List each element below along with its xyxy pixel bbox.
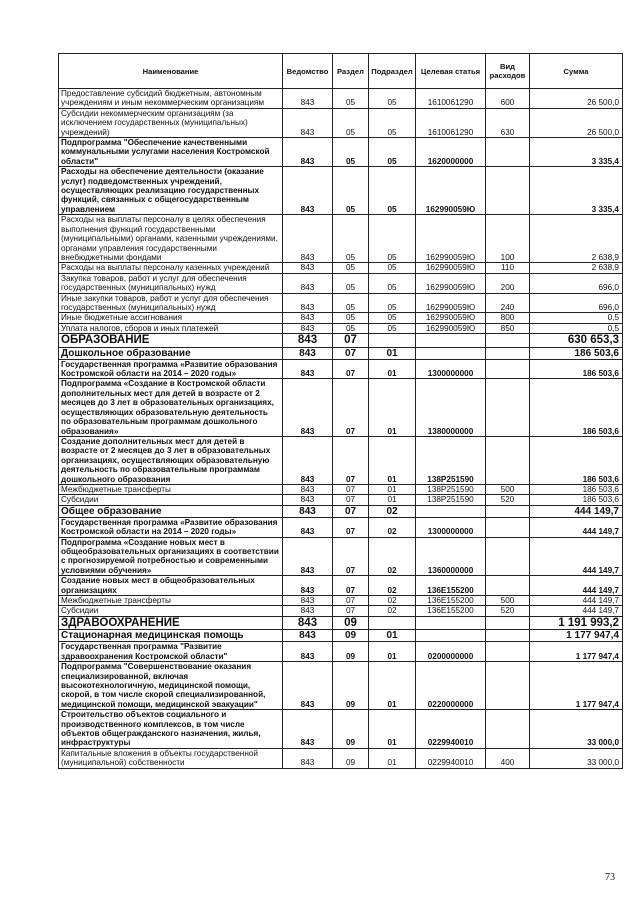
section-cell: 05 — [333, 323, 369, 333]
expense-type-cell — [486, 167, 530, 215]
table-row — [59, 108, 623, 137]
subsection-cell: 01 — [369, 436, 416, 484]
name-cell: Подпрограмма "Обеспечение качественными коммунальными услугами населения Костромской области" — [59, 138, 283, 167]
table-row — [59, 710, 623, 749]
section-cell: 09 — [333, 642, 369, 662]
subsection-cell: 05 — [369, 263, 416, 273]
header-amount: Сумма — [530, 54, 623, 89]
subsection-cell: 02 — [369, 505, 416, 517]
expense-type-cell: 520 — [486, 495, 530, 505]
expense-type-cell — [486, 379, 530, 436]
target-article-cell: 1610061290 — [416, 89, 486, 109]
subsection-cell: 01 — [369, 642, 416, 662]
subsection-cell: 01 — [369, 359, 416, 379]
name-cell: Подпрограмма "Совершенствование оказания специализированной, включая высокотехнологичную, медицинской помощи, скорой, в том числе скорой специализированной, медицинской помощи, медицинской эвакуации" — [59, 662, 283, 710]
header-name: Наименование — [59, 54, 283, 89]
name-cell: Строительство объектов социального и производственного комплексов, в том числе объектов общегражданского назначения, жилья, инфраструктуры — [59, 710, 283, 749]
expense-type-cell: 800 — [486, 313, 530, 323]
name-cell: Подпрограмма «Создание в Костромской области дополнительных мест для детей в возрасте от 2 месяцев до 3 лет в образовательных организациях, осуществляющих образовательную деятельность по образовательным программам дошкольного образования» — [59, 379, 283, 436]
name-cell: Предоставление субсидий бюджетным, автономным учреждениям и иным некоммерческим организациям — [59, 89, 283, 109]
name-cell: Иные закупки товаров, работ и услуг для обеспечения государственных (муниципальных) нужд — [59, 293, 283, 313]
expense-type-cell: 600 — [486, 89, 530, 109]
target-article-cell — [416, 630, 486, 642]
target-article-cell: 0220000000 — [416, 662, 486, 710]
subsection-cell: 05 — [369, 89, 416, 109]
table-row — [59, 662, 623, 710]
table-row — [59, 323, 623, 333]
expense-type-cell: 850 — [486, 323, 530, 333]
table-header-row — [59, 54, 623, 89]
section-cell: 07 — [333, 537, 369, 576]
section-cell: 05 — [333, 138, 369, 167]
department-cell: 843 — [283, 273, 333, 293]
expense-type-cell — [486, 616, 530, 630]
name-cell: Субсидии — [59, 606, 283, 616]
section-cell: 09 — [333, 616, 369, 630]
table-row — [59, 215, 623, 263]
name-cell: ОБРАЗОВАНИЕ — [59, 334, 283, 348]
target-article-cell: 1300000000 — [416, 359, 486, 379]
name-cell: Подпрограмма «Создание новых мест в общеобразовательных организациях в соответствии с прогнозируемой потребностью и современными условиями обучения» — [59, 537, 283, 576]
section-cell: 05 — [333, 313, 369, 323]
name-cell: Субсидии — [59, 495, 283, 505]
target-article-cell: 138Р251590 — [416, 436, 486, 484]
subsection-cell: 05 — [369, 138, 416, 167]
expense-type-cell — [486, 517, 530, 537]
department-cell: 843 — [283, 108, 333, 137]
amount-cell: 630 653,3 — [530, 334, 623, 348]
subsection-cell: 05 — [369, 323, 416, 333]
table-row — [59, 167, 623, 215]
subsection-cell: 05 — [369, 167, 416, 215]
table-row — [59, 517, 623, 537]
target-article-cell: 162990059Ю — [416, 215, 486, 263]
page-number: 73 — [605, 872, 615, 883]
department-cell: 843 — [283, 596, 333, 606]
table-row — [59, 293, 623, 313]
name-cell: Государственная программа «Развитие образования Костромской области на 2014 – 2020 годы» — [59, 359, 283, 379]
amount-cell: 0,5 — [530, 313, 623, 323]
section-cell: 07 — [333, 359, 369, 379]
section-cell: 05 — [333, 215, 369, 263]
target-article-cell: 1380000000 — [416, 379, 486, 436]
document-sheet — [58, 53, 622, 769]
department-cell: 843 — [283, 138, 333, 167]
expense-type-cell: 240 — [486, 293, 530, 313]
name-cell: Создание дополнительных мест для детей в возрасте от 2 месяцев до 3 лет в образовательных организациях, осуществляющих образовательную деятельность по образовательным программам дошкольного образования — [59, 436, 283, 484]
name-cell: Иные бюджетные ассигнования — [59, 313, 283, 323]
table-row — [59, 436, 623, 484]
expense-type-cell — [486, 359, 530, 379]
amount-cell: 1 177 947,4 — [530, 630, 623, 642]
subsection-cell: 01 — [369, 347, 416, 359]
target-article-cell: 162990059Ю — [416, 273, 486, 293]
department-cell: 843 — [283, 517, 333, 537]
name-cell: Государственная программа «Развитие образования Костромской области на 2014 – 2020 годы» — [59, 517, 283, 537]
department-cell: 843 — [283, 359, 333, 379]
section-cell: 05 — [333, 108, 369, 137]
subsection-cell: 05 — [369, 293, 416, 313]
amount-cell: 186 503,6 — [530, 436, 623, 484]
name-cell: Субсидии некоммерческим организациям (за исключением государственных (муниципальных) учреждений) — [59, 108, 283, 137]
amount-cell: 186 503,6 — [530, 379, 623, 436]
amount-cell: 186 503,6 — [530, 347, 623, 359]
table-row — [59, 379, 623, 436]
section-cell: 09 — [333, 630, 369, 642]
expense-type-cell — [486, 436, 530, 484]
table-row — [59, 347, 623, 359]
department-cell: 843 — [283, 293, 333, 313]
name-cell: ЗДРАВООХРАНЕНИЕ — [59, 616, 283, 630]
target-article-cell: 162990059Ю — [416, 313, 486, 323]
name-cell: Государственная программа "Развитие здравоохранения Костромской области" — [59, 642, 283, 662]
table-row — [59, 138, 623, 167]
subsection-cell: 01 — [369, 495, 416, 505]
amount-cell: 186 503,6 — [530, 495, 623, 505]
department-cell: 843 — [283, 537, 333, 576]
section-cell: 05 — [333, 89, 369, 109]
target-article-cell: 1360000000 — [416, 537, 486, 576]
target-article-cell: 138Р251590 — [416, 495, 486, 505]
section-cell: 05 — [333, 263, 369, 273]
amount-cell: 26 500,0 — [530, 108, 623, 137]
name-cell: Расходы на выплаты персоналу в целях обеспечения выполнения функций государственными (муниципальными) органами, казенными учреждениями, органами управления государственными внебюджетными фондами — [59, 215, 283, 263]
department-cell: 843 — [283, 347, 333, 359]
expense-type-cell: 110 — [486, 263, 530, 273]
expense-type-cell: 500 — [486, 484, 530, 494]
name-cell: Капитальные вложения в объекты государственной (муниципальной) собственности — [59, 748, 283, 768]
expense-type-cell: 100 — [486, 215, 530, 263]
department-cell: 843 — [283, 263, 333, 273]
expense-type-cell — [486, 138, 530, 167]
amount-cell: 33 000,0 — [530, 748, 623, 768]
table-row — [59, 606, 623, 616]
table-row — [59, 576, 623, 596]
target-article-cell — [416, 347, 486, 359]
subsection-cell: 05 — [369, 108, 416, 137]
header-target-article: Целевая статья — [416, 54, 486, 89]
name-cell: Расходы на выплаты персоналу казенных учреждений — [59, 263, 283, 273]
subsection-cell: 01 — [369, 748, 416, 768]
department-cell: 843 — [283, 334, 333, 348]
amount-cell: 1 177 947,4 — [530, 642, 623, 662]
amount-cell: 33 000,0 — [530, 710, 623, 749]
name-cell: Межбюджетные трансферты — [59, 484, 283, 494]
expense-type-cell: 400 — [486, 748, 530, 768]
department-cell: 843 — [283, 662, 333, 710]
target-article-cell: 162990059Ю — [416, 293, 486, 313]
department-cell: 843 — [283, 495, 333, 505]
department-cell: 843 — [283, 379, 333, 436]
expense-type-cell: 200 — [486, 273, 530, 293]
table-body — [59, 89, 623, 769]
target-article-cell: 138Р251590 — [416, 484, 486, 494]
target-article-cell — [416, 505, 486, 517]
table-row — [59, 359, 623, 379]
amount-cell: 2 638,9 — [530, 215, 623, 263]
subsection-cell: 01 — [369, 630, 416, 642]
table-row — [59, 273, 623, 293]
expense-type-cell — [486, 537, 530, 576]
amount-cell: 0,5 — [530, 323, 623, 333]
amount-cell: 444 149,7 — [530, 505, 623, 517]
target-article-cell: 162990059Ю — [416, 167, 486, 215]
subsection-cell: 02 — [369, 517, 416, 537]
table-row — [59, 537, 623, 576]
department-cell: 843 — [283, 630, 333, 642]
department-cell: 843 — [283, 215, 333, 263]
name-cell: Межбюджетные трансферты — [59, 596, 283, 606]
name-cell: Дошкольное образование — [59, 347, 283, 359]
name-cell: Общее образование — [59, 505, 283, 517]
amount-cell: 26 500,0 — [530, 89, 623, 109]
table-row — [59, 748, 623, 768]
section-cell: 09 — [333, 710, 369, 749]
subsection-cell: 01 — [369, 484, 416, 494]
department-cell: 843 — [283, 606, 333, 616]
department-cell: 843 — [283, 642, 333, 662]
subsection-cell: 05 — [369, 313, 416, 323]
target-article-cell — [416, 616, 486, 630]
target-article-cell: 1620000000 — [416, 138, 486, 167]
section-cell: 07 — [333, 606, 369, 616]
header-department: Ведомство — [283, 54, 333, 89]
target-article-cell: 1300000000 — [416, 517, 486, 537]
subsection-cell — [369, 334, 416, 348]
amount-cell: 696,0 — [530, 273, 623, 293]
amount-cell: 444 149,7 — [530, 606, 623, 616]
name-cell: Расходы на обеспечение деятельности (оказание услуг) подведомственных учреждений, осуществляющих реализацию государственных функций, связанных с общегосударственным управлением — [59, 167, 283, 215]
table-row — [59, 505, 623, 517]
expense-type-cell: 630 — [486, 108, 530, 137]
department-cell: 843 — [283, 484, 333, 494]
header-subsection: Подраздел — [369, 54, 416, 89]
department-cell: 843 — [283, 436, 333, 484]
expense-type-cell — [486, 505, 530, 517]
table-row — [59, 263, 623, 273]
department-cell: 843 — [283, 323, 333, 333]
amount-cell: 186 503,6 — [530, 359, 623, 379]
subsection-cell: 02 — [369, 537, 416, 576]
name-cell: Создание новых мест в общеобразовательных организациях — [59, 576, 283, 596]
header-section: Раздел — [333, 54, 369, 89]
department-cell: 843 — [283, 748, 333, 768]
department-cell: 843 — [283, 576, 333, 596]
section-cell: 05 — [333, 273, 369, 293]
expense-type-cell — [486, 710, 530, 749]
section-cell: 07 — [333, 596, 369, 606]
section-cell: 07 — [333, 334, 369, 348]
expense-type-cell — [486, 576, 530, 596]
expense-type-cell — [486, 630, 530, 642]
table-row — [59, 484, 623, 494]
expense-type-cell — [486, 334, 530, 348]
expense-type-cell — [486, 347, 530, 359]
target-article-cell — [416, 334, 486, 348]
amount-cell: 444 149,7 — [530, 517, 623, 537]
section-cell: 05 — [333, 293, 369, 313]
target-article-cell: 136Е155200 — [416, 606, 486, 616]
header-expense-type: Вид расходов — [486, 54, 530, 89]
amount-cell: 2 638,9 — [530, 263, 623, 273]
subsection-cell: 02 — [369, 576, 416, 596]
section-cell: 09 — [333, 662, 369, 710]
target-article-cell: 162990059Ю — [416, 323, 486, 333]
target-article-cell: 162990059Ю — [416, 263, 486, 273]
table-row — [59, 642, 623, 662]
target-article-cell: 0229940010 — [416, 710, 486, 749]
section-cell: 07 — [333, 484, 369, 494]
amount-cell: 3 335,4 — [530, 167, 623, 215]
target-article-cell: 136Е155200 — [416, 596, 486, 606]
amount-cell: 1 177 947,4 — [530, 662, 623, 710]
table-row — [59, 616, 623, 630]
amount-cell: 444 149,7 — [530, 537, 623, 576]
target-article-cell: 1610061290 — [416, 108, 486, 137]
subsection-cell: 05 — [369, 215, 416, 263]
subsection-cell: 02 — [369, 596, 416, 606]
section-cell: 09 — [333, 748, 369, 768]
amount-cell: 186 503,6 — [530, 484, 623, 494]
amount-cell: 3 335,4 — [530, 138, 623, 167]
subsection-cell: 05 — [369, 273, 416, 293]
target-article-cell: 0229940010 — [416, 748, 486, 768]
budget-table — [58, 53, 623, 769]
amount-cell: 1 191 993,2 — [530, 616, 623, 630]
department-cell: 843 — [283, 616, 333, 630]
department-cell: 843 — [283, 505, 333, 517]
table-row — [59, 630, 623, 642]
subsection-cell: 01 — [369, 662, 416, 710]
department-cell: 843 — [283, 167, 333, 215]
section-cell: 07 — [333, 495, 369, 505]
expense-type-cell — [486, 642, 530, 662]
subsection-cell — [369, 616, 416, 630]
name-cell: Уплата налогов, сборов и иных платежей — [59, 323, 283, 333]
section-cell: 05 — [333, 167, 369, 215]
subsection-cell: 02 — [369, 606, 416, 616]
section-cell: 07 — [333, 436, 369, 484]
section-cell: 07 — [333, 517, 369, 537]
name-cell: Стационарная медицинская помощь — [59, 630, 283, 642]
table-row — [59, 313, 623, 323]
expense-type-cell — [486, 662, 530, 710]
department-cell: 843 — [283, 89, 333, 109]
table-row — [59, 596, 623, 606]
section-cell: 07 — [333, 505, 369, 517]
subsection-cell: 01 — [369, 710, 416, 749]
department-cell: 843 — [283, 710, 333, 749]
table-row — [59, 334, 623, 348]
department-cell: 843 — [283, 313, 333, 323]
name-cell: Закупка товаров, работ и услуг для обеспечения государственных (муниципальных) нужд — [59, 273, 283, 293]
expense-type-cell: 520 — [486, 606, 530, 616]
target-article-cell: 136Е155200 — [416, 576, 486, 596]
section-cell: 07 — [333, 347, 369, 359]
target-article-cell: 0200000000 — [416, 642, 486, 662]
amount-cell: 444 149,7 — [530, 576, 623, 596]
table-row — [59, 89, 623, 109]
amount-cell: 696,0 — [530, 293, 623, 313]
expense-type-cell: 500 — [486, 596, 530, 606]
section-cell: 07 — [333, 379, 369, 436]
amount-cell: 444 149,7 — [530, 596, 623, 606]
section-cell: 07 — [333, 576, 369, 596]
subsection-cell: 01 — [369, 379, 416, 436]
table-row — [59, 495, 623, 505]
